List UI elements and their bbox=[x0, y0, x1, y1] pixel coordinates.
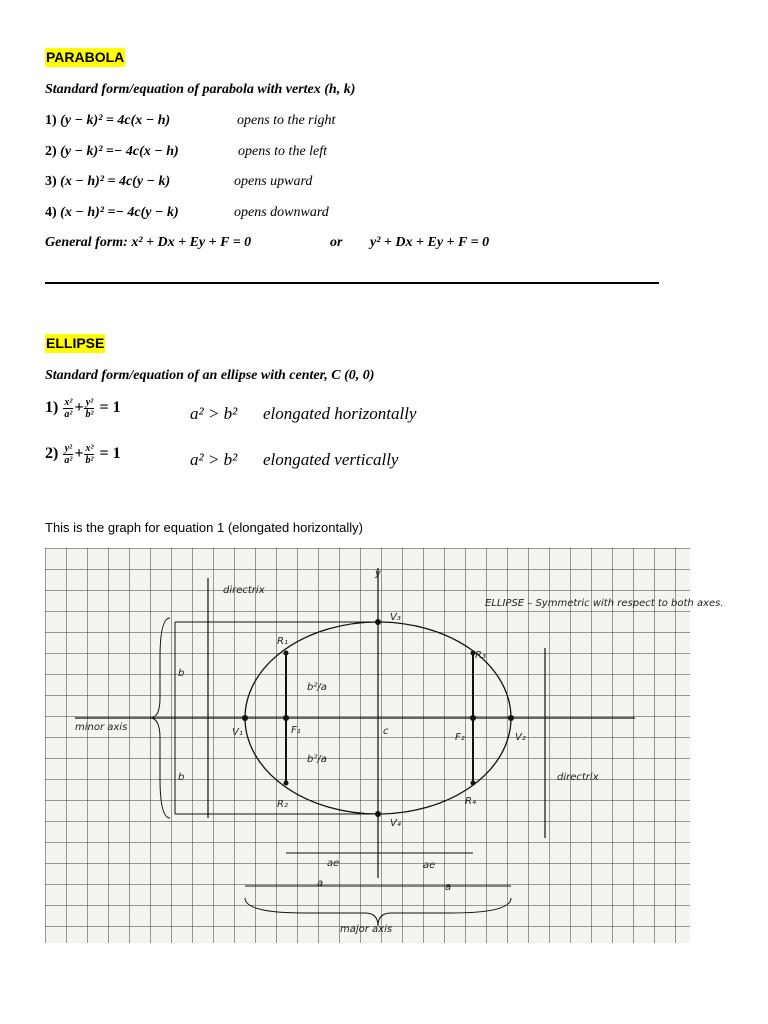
parabola-eq-4-desc: opens downward bbox=[234, 205, 329, 220]
label-r2: R₂ bbox=[277, 799, 288, 810]
fraction: $\frac{\text{y²}}{\text{a²}}$ bbox=[64, 443, 73, 466]
equation: (y − k)² =− 4c(x − h) bbox=[60, 144, 179, 159]
label-major-axis: major axis bbox=[340, 924, 393, 935]
eq-number: 2) bbox=[45, 144, 57, 159]
focus-f2-point bbox=[470, 715, 476, 721]
label-ellipse-note: ELLIPSE – Symmetric with respect to both axes. bbox=[485, 598, 724, 609]
label-a-left: a bbox=[317, 878, 324, 889]
label-r3: R₃ bbox=[475, 650, 486, 661]
label-y-axis: y bbox=[375, 568, 381, 579]
vertex-v2-point bbox=[508, 715, 514, 721]
label-b-top: b bbox=[178, 668, 185, 679]
ellipse-graph-svg bbox=[45, 548, 724, 943]
equation: (x − h)² =− 4c(y − k) bbox=[60, 205, 179, 220]
equation: (y − k)² = 4c(x − h) bbox=[60, 113, 171, 128]
equation: (x − h)² = 4c(y − k) bbox=[60, 174, 171, 189]
parabola-heading: PARABOLA bbox=[46, 49, 125, 65]
parabola-eq-4 bbox=[45, 204, 179, 222]
general-form-eq-2: y² + Dx + Ey + F = 0 bbox=[370, 235, 490, 250]
vertex-v4-point bbox=[375, 811, 381, 817]
section-divider bbox=[45, 282, 659, 284]
label-r1: R₁ bbox=[277, 636, 288, 647]
eq-number: 1) bbox=[45, 399, 59, 417]
ellipse-eq-1-condition: a² > b² bbox=[190, 404, 238, 423]
equation-rhs: = 1 bbox=[99, 399, 121, 417]
general-form-label: General form: bbox=[45, 235, 128, 250]
ellipse-eq-2: 2) $\frac{\text{y²}}{\text{a²}}$ + $\frac{\text{x²}}{\text{b²}}$ = 1 bbox=[45, 443, 121, 466]
label-ae-left: ae bbox=[327, 858, 340, 869]
parabola-eq-1 bbox=[45, 112, 170, 130]
label-directrix-left: directrix bbox=[223, 585, 265, 596]
parabola-eq-3-desc: opens upward bbox=[234, 174, 313, 189]
label-minor-axis: minor axis bbox=[75, 722, 128, 733]
label-b2a-bottom: b²/a bbox=[307, 754, 327, 765]
parabola-general-form bbox=[45, 234, 251, 252]
label-f2: F₂ bbox=[455, 732, 465, 743]
label-v3: V₃ bbox=[390, 612, 401, 623]
ellipse-heading: ELLIPSE bbox=[46, 335, 105, 351]
label-f1: F₁ bbox=[291, 725, 301, 736]
label-a-right: a bbox=[445, 882, 452, 893]
ellipse-standard-form: Standard form/equation of an ellipse with center, C (0, 0) bbox=[45, 368, 375, 383]
parabola-eq-1-desc: opens to the right bbox=[237, 113, 336, 128]
label-v1: V₁ bbox=[232, 727, 243, 738]
r2-point bbox=[284, 781, 289, 786]
general-form-eq-1: x² + Dx + Ey + F = 0 bbox=[131, 235, 252, 250]
graph-caption: This is the graph for equation 1 (elongated horizontally) bbox=[45, 520, 363, 535]
label-v2: V₂ bbox=[515, 732, 526, 743]
fraction: $\frac{\text{y²}}{\text{b²}}$ bbox=[85, 397, 94, 420]
label-v4: V₄ bbox=[390, 818, 401, 829]
label-directrix-right: directrix bbox=[557, 772, 599, 783]
equation-rhs: = 1 bbox=[99, 445, 121, 463]
ellipse-eq-2-desc: elongated vertically bbox=[263, 450, 399, 469]
r1-point bbox=[284, 651, 289, 656]
parabola-standard-form: Standard form/equation of parabola with vertex (h, k) bbox=[45, 82, 356, 97]
parabola-eq-2 bbox=[45, 143, 179, 161]
ellipse-eq-2-condition: a² > b² bbox=[190, 450, 238, 469]
eq-number: 4) bbox=[45, 205, 57, 220]
ellipse-eq-1: 1) $\frac{\text{x²}}{\text{a²}}$ + $\frac{\text{y²}}{\text{b²}}$ = 1 bbox=[45, 397, 121, 420]
ellipse-graph bbox=[45, 548, 724, 943]
ellipse-eq-1-desc: elongated horizontally bbox=[263, 404, 417, 423]
parabola-eq-2-desc: opens to the left bbox=[238, 144, 328, 159]
vertex-v3-point bbox=[375, 619, 381, 625]
label-ae-right: ae bbox=[423, 860, 436, 871]
eq-number: 2) bbox=[45, 445, 59, 463]
r4-point bbox=[471, 781, 476, 786]
vertex-v1-point bbox=[242, 715, 248, 721]
label-b2a-top: b²/a bbox=[307, 682, 327, 693]
fraction: $\frac{\text{x²}}{\text{b²}}$ bbox=[85, 443, 94, 466]
label-r4: R₄ bbox=[465, 796, 476, 807]
eq-number: 1) bbox=[45, 113, 57, 128]
label-b-bottom: b bbox=[178, 772, 185, 783]
general-form-or: or bbox=[330, 235, 343, 250]
eq-number: 3) bbox=[45, 174, 57, 189]
label-center: c bbox=[383, 726, 389, 737]
fraction: $\frac{\text{x²}}{\text{a²}}$ bbox=[64, 397, 73, 420]
parabola-eq-3 bbox=[45, 173, 170, 191]
focus-f1-point bbox=[283, 715, 289, 721]
